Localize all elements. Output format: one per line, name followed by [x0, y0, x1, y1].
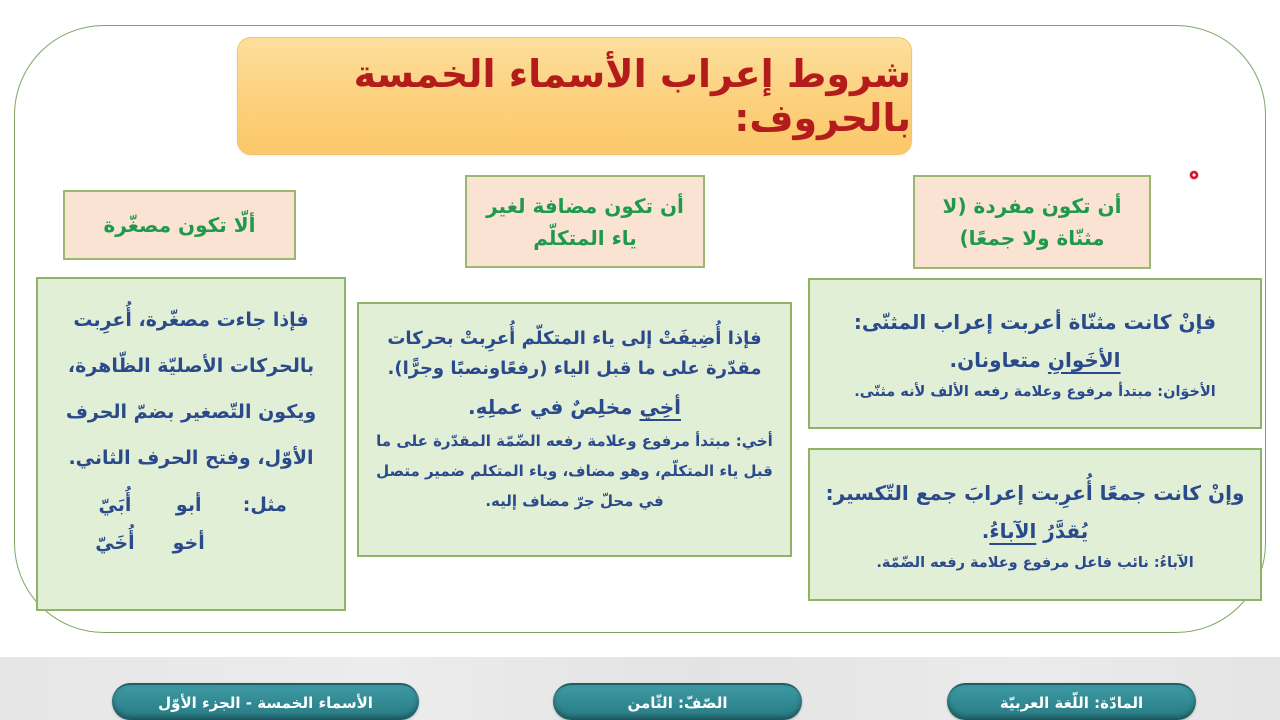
diminutive-rule-line-4: الأوّل، وفتح الحرف الثاني.: [68, 447, 314, 469]
lesson-title-pill: [112, 683, 419, 720]
example-spacer: [243, 525, 287, 561]
example-diminutive: أُبَيّ: [98, 494, 132, 516]
first-person-parse: أخي: مبتدأ مرفوع وعلامة رفعه الضّمّة المقدّرة على ما قبل ياء المتكلّم، وهو مضاف، وياء المتكلم ضمير متصل في محلّ جرّ مضاف إليه.: [376, 432, 773, 510]
first-person-rule-line-1: فإذا أُضِيفَتْ إلى ياء المتكلّم أُعرِبتْ بحركات: [387, 328, 762, 349]
condition-label: أن تكون مفردة (لا مثنّاة ولا جمعًا): [942, 194, 1122, 250]
page-title: شروط إعراب الأسماء الخمسة بالحروف:: [353, 52, 911, 140]
plural-parse: الآباءُ: نائب فاعل مرفوع وعلامة رفعه الضّمّة.: [876, 554, 1194, 571]
plural-example-word: الآباءُ: [989, 518, 1037, 543]
plural-explanation-box: [808, 448, 1262, 601]
condition-singular: [913, 175, 1151, 269]
dual-parse: الأخوَان: مبتدأ مرفوع وعلامة رفعه الألف لأنه مثنّى.: [854, 383, 1216, 400]
diminutive-explanation-box: [36, 277, 346, 611]
title-banner: [237, 37, 912, 155]
condition-not-diminutive: [63, 190, 296, 260]
plural-example-verb: يُقدَّرُ: [1036, 518, 1089, 543]
condition-label: أن تكون مضافة لغير ياء المتكلّم: [486, 193, 684, 250]
plural-example: [982, 512, 1089, 550]
dual-explanation-box: [808, 278, 1262, 429]
condition-label: ألّا تكون مصغّرة: [103, 213, 256, 237]
first-person-example-word: أخِي: [639, 395, 681, 419]
grade-pill: [553, 683, 802, 720]
first-person-explanation-box: [357, 302, 792, 557]
dual-rule: فإنْ كانت مثنّاة أعربت إعراب المثنّى:: [853, 309, 1217, 334]
example-word: أخو: [172, 532, 205, 554]
lesson-title: الأسماء الخمسة - الجزء الأوّل: [158, 693, 373, 712]
diminutive-examples: [95, 487, 287, 561]
example-word: أبو: [175, 494, 202, 516]
example-diminutive: أُخَيّ: [95, 532, 135, 554]
example-label: مثل:: [242, 494, 287, 516]
condition-not-first-person: [465, 175, 705, 268]
grade-label: الصّفّ: الثّامن: [627, 693, 728, 712]
first-person-example-rest: مخلِصٌ في عملِهِ.: [468, 395, 640, 419]
first-person-rule-line-2: مقدّرة على ما قبل الياء (رفعًاونصبًا وجرًّا).: [387, 358, 762, 379]
diminutive-rule-line-3: ويكون التّصغير بضمّ الحرف: [65, 401, 317, 423]
plural-example-end: .: [981, 518, 990, 543]
subject-pill: [947, 683, 1196, 720]
diminutive-rule-line-2: بالحركات الأصليّة الظّاهرة،: [67, 355, 315, 377]
plural-rule: وإنْ كانت جمعًا أُعرِبت إعرابَ جمع التّكسير:: [825, 480, 1245, 505]
dual-example: [949, 341, 1120, 379]
laser-pointer-icon: [1189, 170, 1199, 180]
first-person-example: [468, 388, 681, 426]
subject-label: المادّة: اللّغة العربيّة: [999, 693, 1144, 712]
dual-example-rest: متعاونان.: [949, 347, 1048, 372]
diminutive-rule-line-1: فإذا جاءت مصغّرة، أُعرِبت: [73, 309, 309, 331]
dual-example-word: الأخَوانِ: [1047, 347, 1121, 372]
